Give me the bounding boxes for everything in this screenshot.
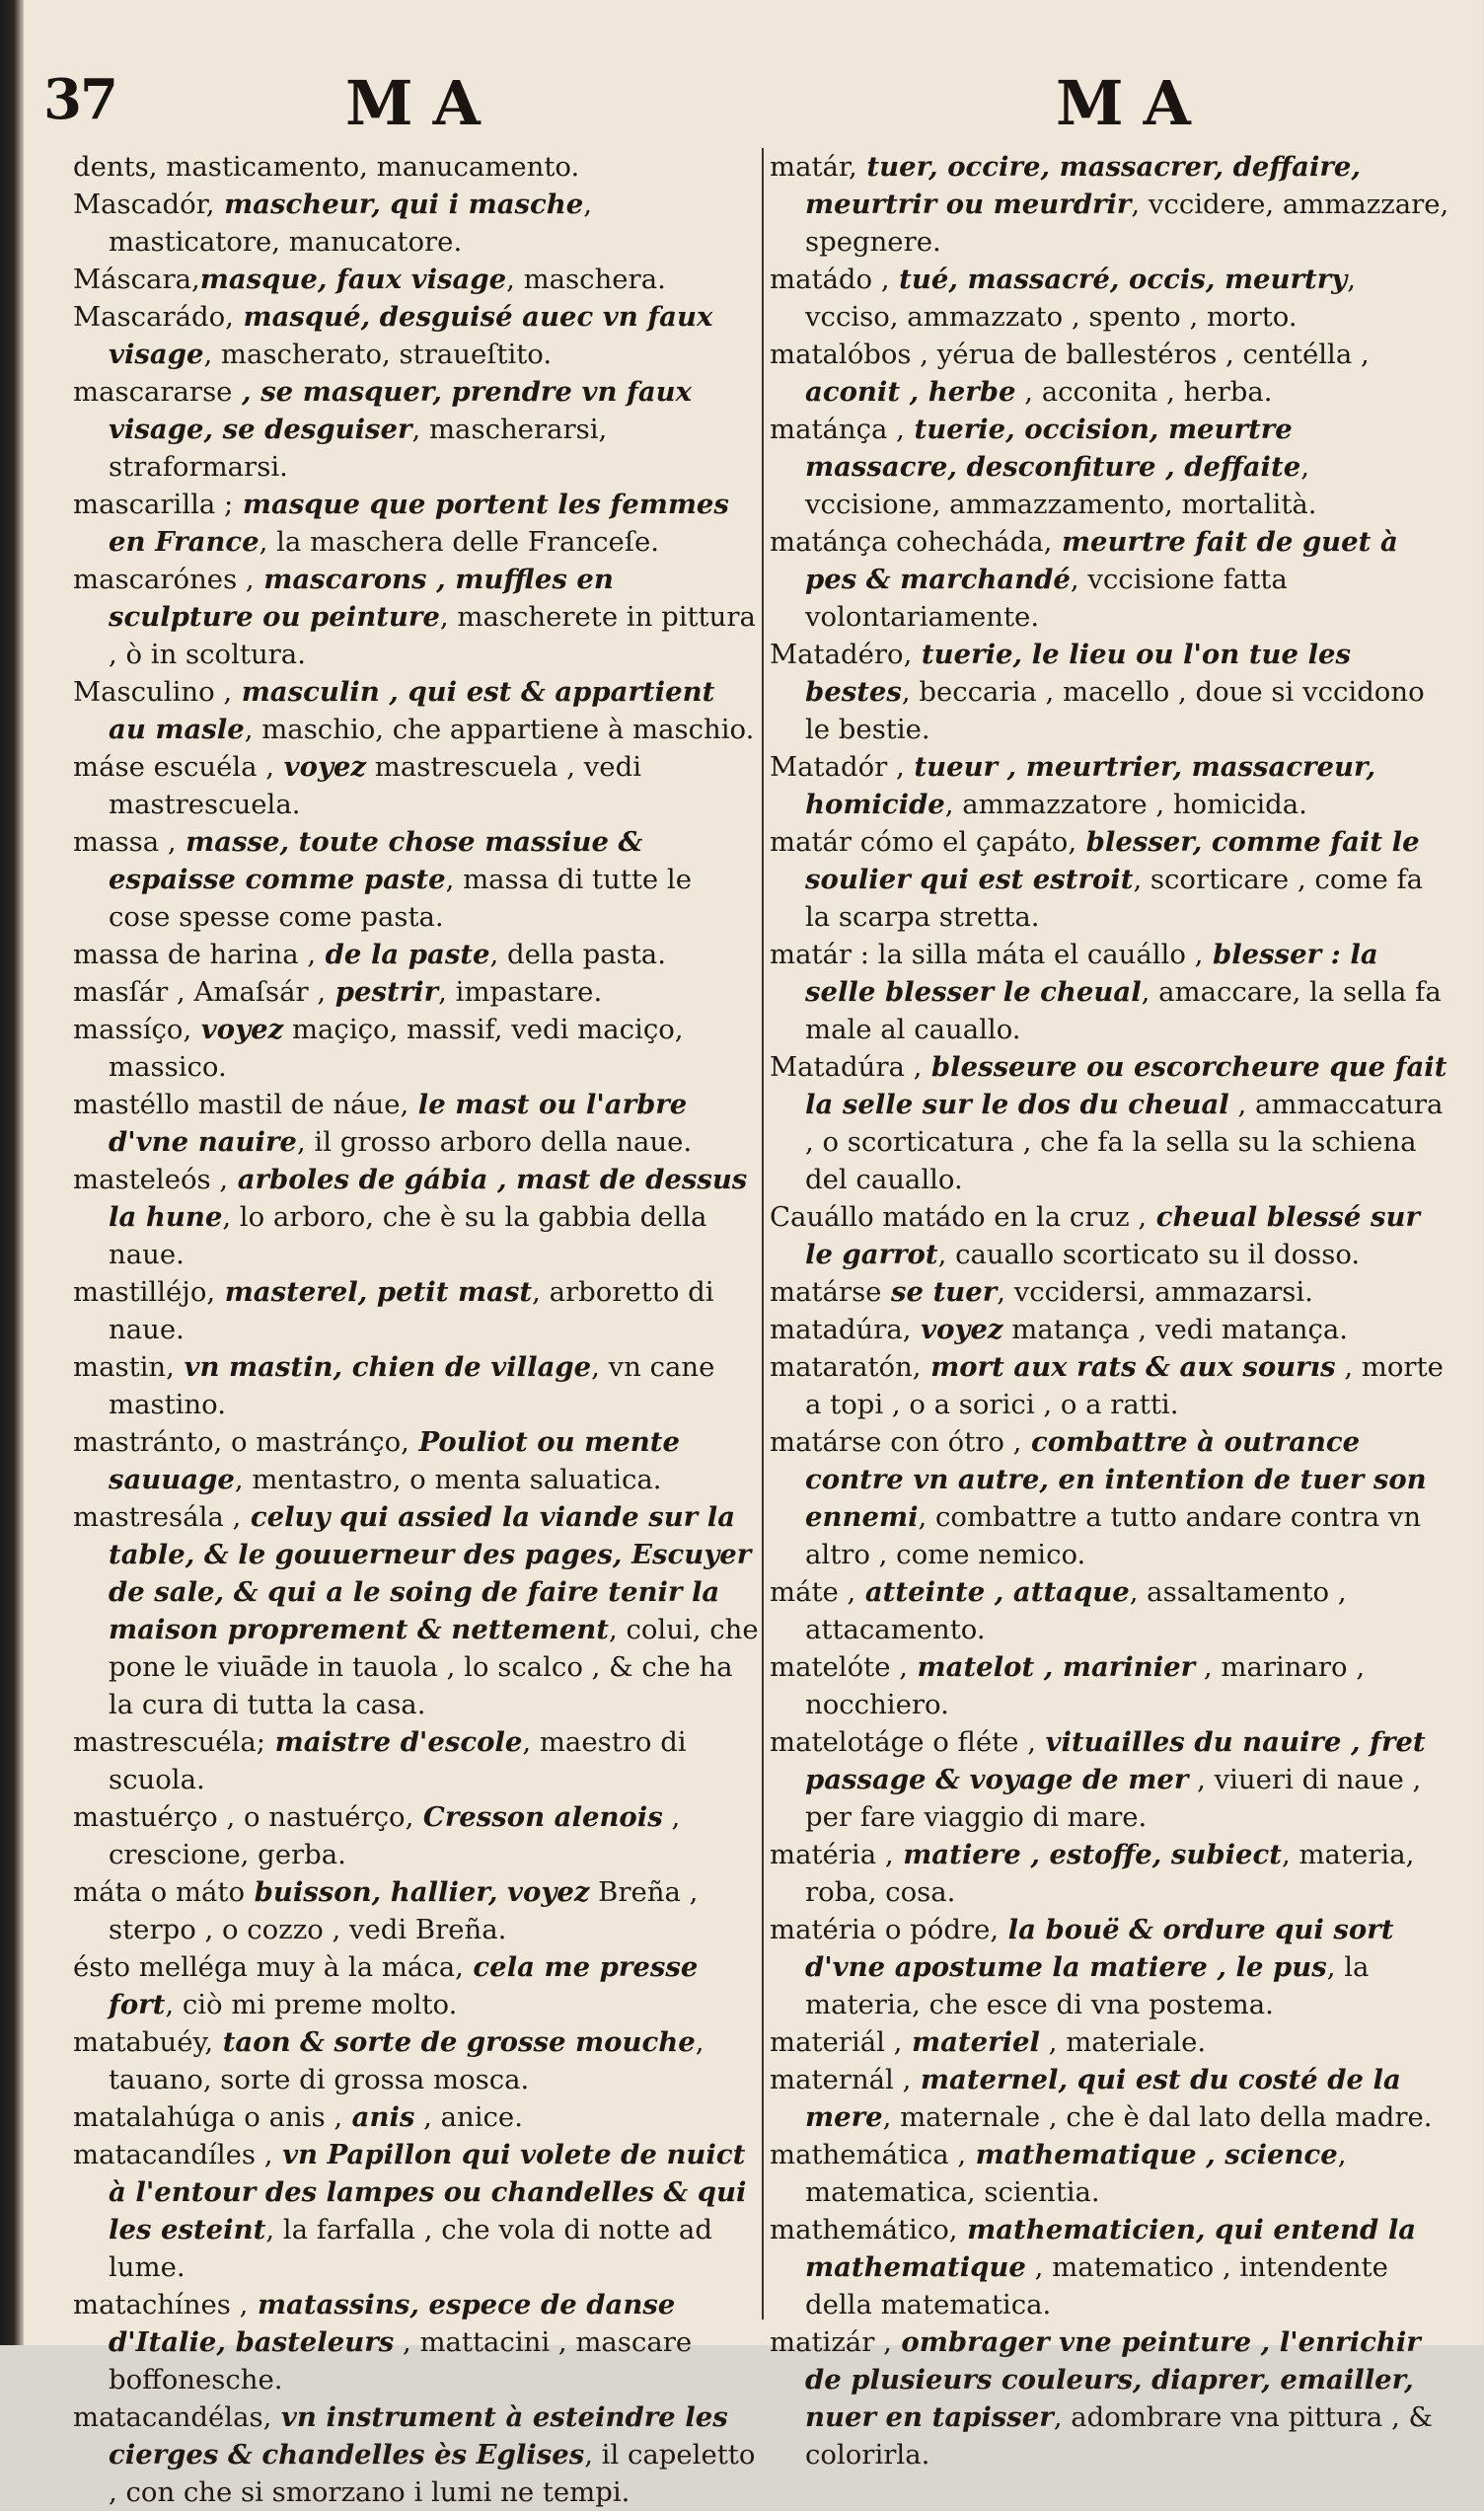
dictionary-entry <box>770 936 1450 1048</box>
headword: máta o máto <box>73 1876 246 1908</box>
dictionary-entry <box>73 1348 759 1423</box>
french-gloss: blesseure ou escorcheure que fait la selle sur le dos du cheual <box>805 1051 1447 1120</box>
headword: matacandélas, <box>73 2401 272 2433</box>
headword: mathemático, <box>770 2214 958 2245</box>
dictionary-entry <box>73 2023 759 2098</box>
french-gloss: masculin , qui est & appartient au masle <box>109 676 715 745</box>
headword: materiál , <box>770 2026 903 2058</box>
headword: Matadéro, <box>770 639 913 670</box>
italian-gloss: , materiale. <box>1040 2026 1207 2058</box>
dictionary-entry <box>770 823 1450 936</box>
french-gloss: tueur , meurtrier, massacreur, homicide <box>805 751 1376 820</box>
french-gloss: celuy qui assied la viande sur la table, & le gouuerneur des pages, Escuyer de sale, & qui a le soing de faire tenir la maison proprement & nettement <box>109 1501 752 1645</box>
french-gloss: vn mastin, chien de village <box>174 1351 592 1383</box>
italian-gloss: , la maschera delle Franceſe. <box>259 526 660 558</box>
italian-gloss: , la farfalla , che vola di notte ad lume. <box>109 2214 712 2283</box>
headword: matalahúga o anis , <box>73 2101 343 2133</box>
french-gloss: tuerie, le lieu ou l'on tue les bestes <box>805 639 1352 708</box>
headword: matádo , <box>770 264 890 295</box>
dictionary-entry <box>770 2323 1450 2473</box>
dictionary-entry <box>770 748 1450 823</box>
headword: matelóte , <box>770 1651 908 1683</box>
dictionary-entry <box>770 1911 1450 2023</box>
dictionary-entry <box>770 2211 1450 2323</box>
dictionary-entry <box>73 2098 759 2136</box>
italian-gloss: , massa di tutte le cose spesse come pasta. <box>109 864 693 933</box>
french-gloss: masque que portent les femmes en France <box>109 489 729 558</box>
headword: mataratón, <box>770 1351 922 1383</box>
italian-gloss: , masticatore, manucatore. <box>109 189 592 258</box>
italian-gloss: , morte a topi , o a sorici , o a ratti. <box>805 1351 1444 1420</box>
french-gloss: le mast ou l'arbre d'vne nauire <box>109 1089 688 1158</box>
dictionary-entry <box>770 1048 1450 1198</box>
dictionary-entry <box>73 1086 759 1161</box>
dictionary-entry <box>73 673 759 748</box>
headword: mastrescuéla; <box>73 1726 266 1758</box>
italian-gloss: , ammaccatura , o scorticatura , che fa la sella su la schiena del cauallo. <box>805 1089 1444 1195</box>
french-gloss: pestrir <box>326 976 439 1008</box>
french-gloss: matelot , marinier <box>907 1651 1196 1683</box>
headword: matár, <box>770 151 857 183</box>
french-gloss: mathematicien, qui entend la mathematique <box>805 2214 1417 2283</box>
dictionary-entry <box>73 1873 759 1948</box>
french-gloss: matassins, espece de danse d'Italie, basteleurs <box>109 2289 676 2358</box>
dictionary-entry <box>73 2286 759 2398</box>
dictionary-entry <box>73 748 759 823</box>
headword: mastresála , <box>73 1501 242 1533</box>
italian-gloss: , colui, che pone le viuāde in tauola , lo scalco , & che ha la cura di tutta la casa. <box>109 1614 759 1720</box>
french-gloss: cheual blessé sur le garrot <box>805 1201 1420 1270</box>
italian-gloss: , vccisione, ammazzamento, mortalità. <box>805 451 1317 520</box>
headword: maternál , <box>770 2064 912 2095</box>
headword: mastilléjo, <box>73 1276 216 1308</box>
french-gloss: maistre d'escole <box>265 1726 523 1758</box>
italian-gloss: , vccisione fatta volontariamente. <box>805 564 1288 633</box>
french-gloss: de la paste <box>316 939 490 970</box>
dictionary-entry <box>73 1948 759 2023</box>
dictionary-entry <box>770 1273 1450 1311</box>
french-gloss: maternel, qui est du costé de la mere <box>805 2064 1401 2133</box>
italian-gloss: , vccidersi, ammazarsi. <box>997 1276 1313 1308</box>
headword: Matadúra , <box>770 1051 923 1083</box>
italian-gloss: , della pasta. <box>489 939 666 970</box>
french-gloss: voyez <box>274 751 367 783</box>
headword: matachínes , <box>73 2289 249 2321</box>
headword: Máscara, <box>73 264 200 295</box>
italian-gloss: , maternale , che è dal lato della madre. <box>882 2101 1433 2133</box>
headword: matelotáge o fléte , <box>770 1726 1036 1758</box>
headword: Mascarádo, <box>73 301 234 333</box>
headword: mascarilla ; <box>73 489 234 520</box>
italian-gloss: , materia, roba, cosa. <box>805 1839 1415 1908</box>
french-gloss: meurtre fait de guet à pes & marchandé <box>805 526 1398 595</box>
italian-gloss: , ammazzatore , homicida. <box>944 789 1307 820</box>
dictionary-entry <box>73 261 759 298</box>
dictionary-entry <box>770 148 1450 261</box>
headword: matárse con ótro , <box>770 1426 1022 1458</box>
headword: mastéllo mastil de náue, <box>73 1089 409 1120</box>
headword: matabuéy, <box>73 2026 214 2058</box>
headword: mastuérço , o nastuérço, <box>73 1801 414 1833</box>
french-gloss: Cresson alenois <box>413 1801 663 1833</box>
headword: mastránto, o mastránço, <box>73 1426 409 1458</box>
french-gloss: la bouë & ordure qui sort d'vne apostume la matiere , le pus <box>805 1914 1394 1983</box>
dictionary-entry <box>73 186 759 261</box>
italian-gloss: , ciò mi preme molto. <box>165 1989 458 2020</box>
italian-gloss: , mattacini , mascare boffonesche. <box>109 2326 693 2396</box>
headword: Matadór , <box>770 751 905 783</box>
dictionary-entry <box>73 1498 759 1723</box>
headword: matár : la silla máta el cauállo , <box>770 939 1204 970</box>
dictionary-entry <box>770 2136 1450 2211</box>
italian-gloss: , mascherato, straueſtito. <box>203 339 553 370</box>
french-gloss: tué, massacré, occis, meurtry <box>889 264 1348 295</box>
headword: matadúra, <box>770 1314 912 1345</box>
column-rule <box>762 148 764 2320</box>
italian-gloss: , maestro di scuola. <box>109 1726 687 1795</box>
french-gloss: tuer, occire, massacrer, deffaire, meurtrir ou meurdrir <box>805 151 1361 220</box>
headword: matacandíles , <box>73 2139 273 2170</box>
headword: mascarónes , <box>73 564 255 595</box>
italian-gloss: , mentastro, o menta saluatica. <box>234 1464 662 1495</box>
italian-gloss: Breña , sterpo , o cozzo , vedi Breña. <box>109 1876 699 1945</box>
running-head-right: MA <box>1056 67 1211 139</box>
italian-gloss: , mascherete in pittura , ò in scoltura. <box>109 601 756 670</box>
headword: Mascadór, <box>73 189 215 220</box>
italian-gloss: , cauallo scorticato su il dosso. <box>937 1239 1361 1270</box>
italian-gloss: , adombrare vna pittura , & colorirla. <box>805 2401 1434 2471</box>
dictionary-entry <box>73 298 759 373</box>
italian-gloss: , maschio, che appartiene à maschio. <box>244 714 755 745</box>
headword: massa de harina , <box>73 939 317 970</box>
dictionary-entry <box>73 1423 759 1498</box>
dictionary-entry <box>73 1011 759 1086</box>
dictionary-entry <box>770 1348 1450 1423</box>
dictionary-entry <box>770 1723 1450 1836</box>
headword: máse escuéla , <box>73 751 275 783</box>
dictionary-entry <box>770 336 1450 411</box>
dictionary-entry <box>73 2398 759 2511</box>
italian-gloss: , assaltamento , attacamento. <box>805 1576 1347 1645</box>
french-gloss: mathematique , science <box>966 2139 1338 2170</box>
headword: matár cómo el çapáto, <box>770 826 1077 858</box>
headword: massa , <box>73 826 177 858</box>
french-gloss: buisson, hallier, voyez <box>245 1876 590 1908</box>
french-gloss: ombrager vne peinture , l'enrichir de plusieurs couleurs, diaprer, emailler, nuer en tapisser <box>805 2326 1421 2433</box>
dictionary-entry <box>73 1161 759 1273</box>
french-gloss: aconit , herbe <box>805 376 1016 408</box>
left-column <box>73 148 759 2508</box>
dictionary-entry <box>770 523 1450 636</box>
french-gloss: se tuer <box>881 1276 998 1308</box>
page-number: 37 <box>43 67 116 132</box>
italian-gloss: , amaccare, la sella fa male al cauallo. <box>805 976 1442 1045</box>
french-gloss: masterel, petit mast <box>215 1276 533 1308</box>
french-gloss: mort aux rats & aux sourıs <box>921 1351 1336 1383</box>
dictionary-entry <box>770 411 1450 523</box>
french-gloss: arboles de gábia , mast de dessus la hune <box>109 1164 748 1233</box>
french-gloss: blesser : la selle blesser le cheual <box>805 939 1378 1008</box>
italian-gloss: , il grosso arboro della naue. <box>296 1126 693 1158</box>
french-gloss: voyez <box>191 1014 284 1045</box>
french-gloss: combattre à outrance contre vn autre, en intention de tuer son ennemi <box>805 1426 1427 1533</box>
french-gloss: vn Papillon qui volete de nuict à l'entour des lampes ou chandelles & qui les esteint <box>109 2139 747 2245</box>
headword: massíço, <box>73 1014 192 1045</box>
dictionary-entry <box>73 486 759 561</box>
headword: matéria , <box>770 1839 894 1870</box>
headword: mastin, <box>73 1351 175 1383</box>
headword: ésto melléga muy à la máca, <box>73 1951 464 1983</box>
headword: matánça cohecháda, <box>770 526 1053 558</box>
french-gloss: mascheur, qui i masche <box>214 189 584 220</box>
french-gloss: , se masquer, prendre vn faux visage, se desguiser <box>109 376 693 445</box>
french-gloss: tuerie, occision, meurtre massacre, desconfiture , deffaite <box>805 414 1301 483</box>
french-gloss: blesser, comme fait le soulier qui est estroit <box>805 826 1420 895</box>
dictionary-entry <box>73 1798 759 1873</box>
italian-gloss: matança , vedi matança. <box>1002 1314 1349 1345</box>
headword: mathemática , <box>770 2139 967 2170</box>
italian-gloss: , beccaria , macello , doue si vccidono le bestie. <box>805 676 1425 745</box>
french-gloss: masqué, desguisé auec vn faux visage <box>109 301 713 370</box>
italian-gloss: , arboretto di naue. <box>109 1276 714 1345</box>
headword: matárse <box>770 1276 882 1308</box>
french-gloss: mascarons , muffles en sculpture ou peinture <box>109 564 614 633</box>
italian-gloss: , matematico , intendente della matematica. <box>805 2251 1388 2321</box>
dictionary-entry <box>73 373 759 486</box>
dictionary-entry <box>770 1836 1450 1911</box>
headword: mascararse <box>73 376 233 408</box>
french-gloss: anis <box>342 2101 415 2133</box>
french-gloss: cela me presse fort <box>109 1951 699 2020</box>
right-column <box>770 148 1450 2471</box>
dictionary-entry <box>73 561 759 673</box>
french-gloss: materiel <box>902 2026 1040 2058</box>
italian-gloss: , tauano, sorte di grossa mosca. <box>109 2026 705 2095</box>
french-gloss: vituailles du nauire , fret passage & voyage de mer <box>805 1726 1426 1795</box>
italian-gloss: , vccidere, ammazzare, spegnere. <box>805 189 1449 258</box>
headword: matánça , <box>770 414 905 445</box>
dictionary-entry <box>73 1723 759 1798</box>
italian-gloss: , combattre a tutto andare contra vn altro , come nemico. <box>805 1501 1422 1570</box>
french-gloss: Pouliot ou mente sauuage <box>109 1426 680 1495</box>
dictionary-entry <box>73 1273 759 1348</box>
italian-gloss: , matematica, scientia. <box>805 2139 1347 2208</box>
italian-gloss: , viueri di naue , per fare viaggio di mare. <box>805 1764 1422 1833</box>
italian-gloss: , mascherarsi, straformarsi. <box>109 414 608 483</box>
french-gloss: taon & sorte de grosse mouche <box>213 2026 696 2058</box>
french-gloss: vn instrument à esteindre les cierges & chandelles ès Eglises <box>109 2401 728 2471</box>
french-gloss: matiere , estoffe, subiect <box>893 1839 1282 1870</box>
dictionary-entry <box>770 2061 1450 2136</box>
dictionary-entry <box>770 1423 1450 1573</box>
dictionary-entry <box>770 1311 1450 1348</box>
italian-gloss: dents, masticamento, manucamento. <box>73 151 580 183</box>
italian-gloss: , vcciso, ammazzato , spento , morto. <box>805 264 1356 333</box>
italian-gloss: , maschera. <box>506 264 666 295</box>
running-head-left: MA <box>345 67 500 139</box>
dictionary-entry <box>73 973 759 1011</box>
dictionary-entry <box>770 261 1450 336</box>
dictionary-entry <box>73 148 759 186</box>
french-gloss: atteinte , attaque <box>855 1576 1130 1608</box>
headword: matalóbos , yérua de ballestéros , centélla , <box>770 339 1370 370</box>
italian-gloss: mastrescuela , vedi mastrescuela. <box>109 751 641 820</box>
french-gloss: masse, toute chose massiue & espaisse comme paste <box>109 826 643 895</box>
italian-gloss: , acconita , herba. <box>1015 376 1273 408</box>
italian-gloss: , anice. <box>414 2101 523 2133</box>
dictionary-entry <box>770 636 1450 748</box>
headword: masſár , Amaſsár , <box>73 976 327 1008</box>
dictionary-entry <box>770 1648 1450 1723</box>
italian-gloss: , la materia, che esce di vna postema. <box>805 1951 1370 2020</box>
italian-gloss: , crescione, gerba. <box>109 1801 681 1870</box>
dictionary-entry <box>73 936 759 973</box>
headword: Cauállo matádo en la cruz , <box>770 1201 1148 1233</box>
headword: Masculino , <box>73 676 233 708</box>
italian-gloss: , lo arboro, che è su la gabbia della naue. <box>109 1201 707 1270</box>
headword: masteleós , <box>73 1164 229 1195</box>
dictionary-entry <box>73 823 759 936</box>
french-gloss: voyez <box>911 1314 1003 1345</box>
italian-gloss: , scorticare , come fa la scarpa stretta. <box>805 864 1424 933</box>
italian-gloss: , impastare. <box>438 976 603 1008</box>
italian-gloss: , vn cane mastino. <box>109 1351 715 1420</box>
dictionary-entry <box>770 2023 1450 2061</box>
italian-gloss: , il capeletto , con che si smorzano i lumi ne tempi. <box>109 2439 756 2508</box>
italian-gloss: maçiço, massif, vedi maciço, massico. <box>109 1014 684 1083</box>
dictionary-entry <box>770 1573 1450 1648</box>
headword: matéria o pódre, <box>770 1914 1000 1945</box>
headword: máte , <box>770 1576 856 1608</box>
italian-gloss: , marinaro , nocchiero. <box>805 1651 1366 1720</box>
dictionary-entry <box>73 2136 759 2286</box>
headword: matizár , <box>770 2326 892 2358</box>
french-gloss: masque, faux visage <box>199 264 507 295</box>
dictionary-entry <box>770 1198 1450 1273</box>
